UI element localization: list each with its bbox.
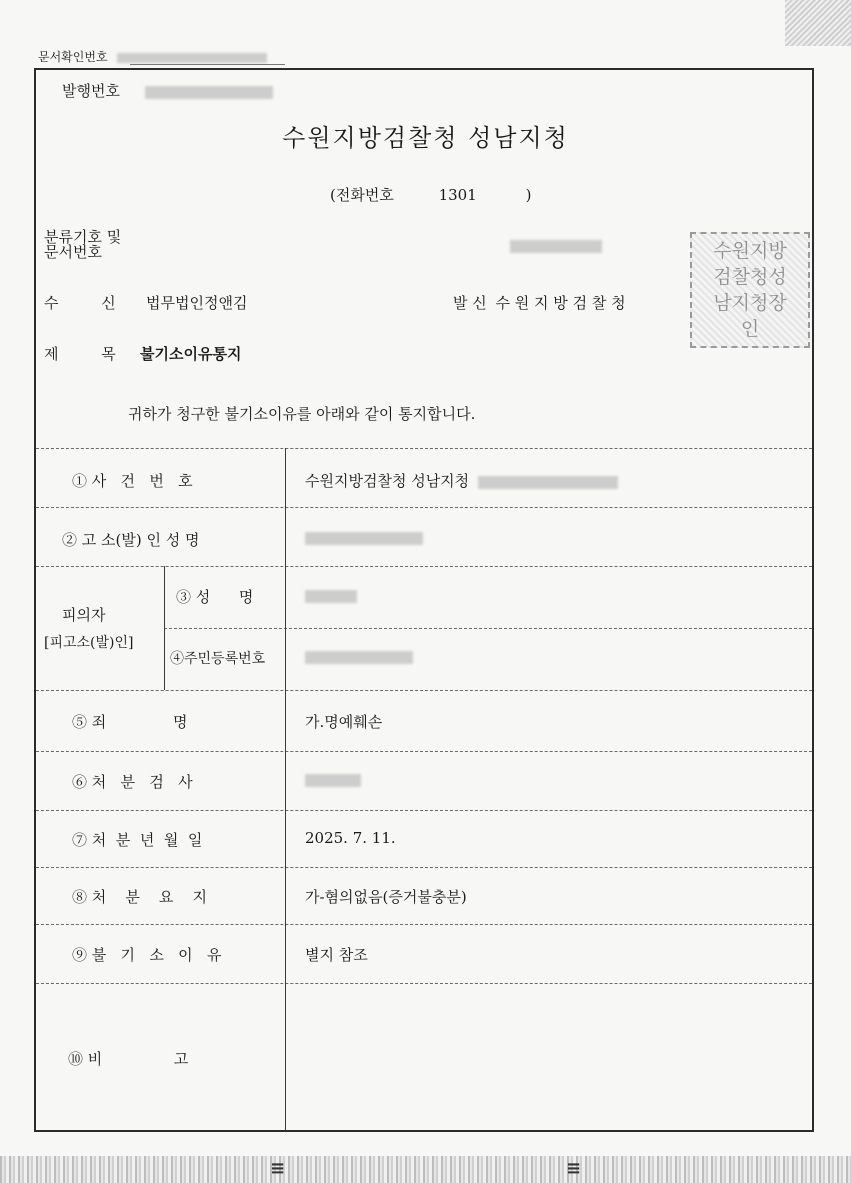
- row-rule-6: [36, 810, 812, 811]
- classification-label-line1: 분류기호 및: [44, 228, 122, 246]
- classification-label-line2: 문서번호: [44, 243, 102, 261]
- suspect-group-label-line2: [피고소(발)인]: [44, 635, 134, 651]
- table-top-rule: [36, 448, 812, 449]
- subject-value: 불기소이유통지: [140, 345, 242, 363]
- disposition-date-label: ⑦ 처 분 년 월 일: [72, 831, 203, 849]
- non-indictment-reason-label: ⑨ 불 기 소 이 유: [72, 946, 222, 964]
- case-number-office: 수원지방검찰청 성남지청: [305, 472, 470, 490]
- disposition-summary-label: ⑧ 처 분 요 지: [72, 888, 207, 906]
- non-indictment-reason-value: 별지 참조: [305, 946, 368, 964]
- row-rule-8: [36, 924, 812, 925]
- scan-noise-corner: [785, 0, 851, 46]
- stamp-line1: 수원지방: [713, 240, 787, 262]
- office-title: 수원지방검찰청 성남지청: [282, 124, 569, 152]
- sender-label: 발 신: [453, 294, 487, 312]
- phone-open: (전화번호: [330, 186, 394, 204]
- prosecutor-label: ⑥ 처 분 검 사: [72, 773, 193, 791]
- redacted-document-number: [510, 240, 602, 253]
- security-pattern-band: [0, 1156, 851, 1183]
- row-rule-5: [36, 751, 812, 752]
- sender: [453, 292, 626, 313]
- recipient-value: 법무법인정앤김: [146, 294, 248, 312]
- row-rule-7: [36, 867, 812, 868]
- complainant-label: ② 고 소(발) 인 성 명: [62, 531, 200, 549]
- row-rule-2: [36, 566, 812, 567]
- doc-check-number: [38, 48, 267, 65]
- document-frame: [34, 68, 814, 1132]
- suspect-group-divider: [164, 566, 165, 690]
- remarks-label: ⑩ 비 고: [68, 1050, 189, 1068]
- column-divider: [285, 448, 286, 1130]
- redacted-suspect-name: [305, 590, 357, 603]
- case-number-label: ① 사 건 번 호: [72, 472, 193, 490]
- row-rule-1: [36, 507, 812, 508]
- row-rule-9: [36, 983, 812, 984]
- stamp-line2: 검찰청성: [713, 266, 787, 288]
- row-rule-4: [36, 690, 812, 691]
- stamp-line3: 남지청장: [713, 292, 787, 314]
- recipient-label: 수 신: [44, 294, 116, 312]
- phone-close: ): [525, 186, 532, 204]
- phone-line: [330, 184, 531, 205]
- issue-number: [62, 80, 273, 101]
- charge-value: 가.명예훼손: [305, 713, 383, 731]
- case-number-value: [305, 470, 618, 491]
- stamp-line4: 인: [740, 318, 760, 340]
- disposition-summary-value: 가-혐의없음(증거불충분): [305, 888, 467, 906]
- redacted-complainant-name: [305, 532, 423, 545]
- row-rule-3-inner: [164, 628, 812, 629]
- redacted-issue-number: [145, 86, 273, 99]
- doc-check-label: 문서확인번호: [38, 50, 108, 64]
- redacted-suspect-id: [305, 651, 413, 664]
- intro-sentence: 귀하가 청구한 불기소이유를 아래와 같이 통지합니다.: [128, 405, 476, 423]
- suspect-id-label: ④주민등록번호: [170, 651, 266, 667]
- doc-check-underline: [130, 64, 285, 65]
- classification-label: [44, 230, 121, 260]
- disposition-date-value: 2025. 7. 11.: [305, 829, 396, 847]
- redacted-doc-check-number: [117, 53, 267, 63]
- sender-value: 수 원 지 방 검 찰 청: [495, 294, 626, 312]
- security-mark-icon: ≡: [566, 1158, 582, 1179]
- phone-number: 1301: [438, 186, 477, 204]
- issue-label: 발행번호: [62, 82, 120, 100]
- redacted-prosecutor-name: [305, 774, 361, 787]
- charge-label: ⑤ 죄 명: [72, 713, 188, 731]
- redacted-case-number: [478, 476, 618, 489]
- subject-label: 제 목: [44, 345, 116, 363]
- suspect-group-label-line1: 피의자: [62, 606, 106, 624]
- official-seal-stamp: [690, 232, 810, 348]
- suspect-name-label: ③ 성 명: [176, 588, 254, 606]
- security-mark-icon: ≡: [270, 1158, 286, 1179]
